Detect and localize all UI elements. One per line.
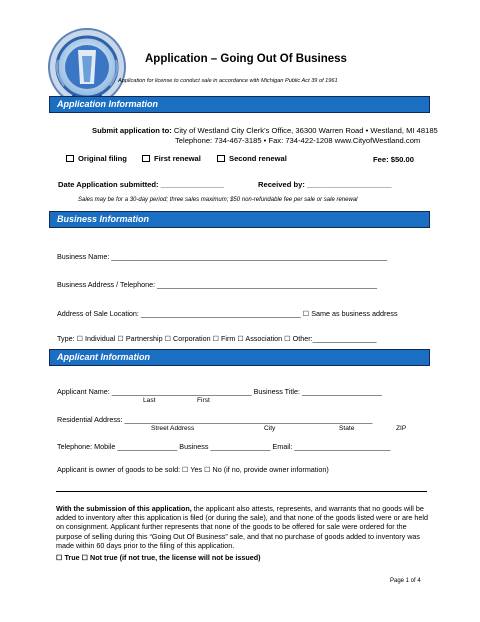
telephone-field[interactable]: Telephone: Mobile _______________ Business _______________ Email: ________________________: [57, 442, 391, 451]
applicant-name-field[interactable]: Applicant Name: ___________________________________ Business Title: ____________________: [57, 387, 382, 396]
section-header-business: [49, 211, 430, 228]
submit-contact: Telephone: 734-467-3185 • Fax: 734-422-1208 www.CityofWestland.com: [175, 136, 421, 145]
section-title: Application Information: [57, 99, 158, 109]
filing-second-renewal[interactable]: Second renewal: [217, 154, 287, 163]
city-caption: City: [264, 425, 276, 432]
checkbox[interactable]: [66, 155, 74, 162]
submit-label: Submit application to:: [92, 126, 172, 135]
sale-location-field[interactable]: Address of Sale Location: ________________________________________ ☐ Same as business address: [57, 309, 398, 318]
filing-original[interactable]: Original filing: [66, 154, 127, 163]
attestation-paragraph: [56, 504, 428, 550]
section-title: Business Information: [57, 214, 150, 224]
residential-address-field[interactable]: Residential Address: ______________________________________________________________: [57, 415, 373, 424]
state-caption: State: [339, 425, 355, 432]
attestation-body: the applicant also attests, represents, and warrants that no goods will be added to inventory after this application is filed (or during the sale), and that none of the goods listed were or are held on consignment. Applicant further represents that none of the goods to be offered for sale were ordered for the purpose of selling during this “Going Out Of Business” sale, and that no purchase of goods added to inventory was made within 60 days prior to the filing of this application.: [56, 504, 428, 550]
business-address-field[interactable]: Business Address / Telephone: _______________________________________________________: [57, 280, 378, 289]
owner-of-goods-field[interactable]: Applicant is owner of goods to be sold: ☐ Yes ☐ No (if no, provide owner information): [57, 465, 329, 474]
checkbox[interactable]: [217, 155, 225, 162]
received-by-field[interactable]: Received by: ____________________: [258, 180, 392, 189]
business-type-field[interactable]: Type: ☐ Individual ☐ Partnership ☐ Corporation ☐ Firm ☐ Association ☐ Other:________________: [57, 334, 377, 343]
submit-address-line: [92, 126, 438, 135]
sales-note: Sales may be for a 30-day period; three sales maximum; $50 non-refundable fee per sale or sale renewal: [78, 197, 358, 203]
business-name-field[interactable]: Business Name: _____________________________________________________________________: [57, 252, 388, 261]
section-header-application: [49, 96, 430, 113]
section-header-applicant: [49, 349, 430, 366]
divider-line: [56, 491, 427, 492]
submit-address: City of Westland City Clerk’s Office, 36300 Warren Road • Westland, MI 48185: [173, 126, 438, 135]
fee-label: Fee: $50.00: [373, 155, 414, 164]
section-title: Applicant Information: [57, 352, 150, 362]
zip-caption: ZIP: [396, 425, 407, 432]
attestation-choices[interactable]: ☐ True ☐ Not true (if not true, the license will not be issued): [56, 553, 261, 562]
page-subtitle: Application for license to conduct sale in accordance with Michigan Public Act 39 of 1961: [118, 78, 338, 84]
filing-first-renewal[interactable]: First renewal: [142, 154, 201, 163]
attestation-lead: With the submission of this application,: [56, 504, 192, 513]
name-last-caption: Last: [143, 397, 156, 404]
street-caption: Street Address: [151, 425, 195, 432]
checkbox[interactable]: [142, 155, 150, 162]
page-number: Page 1 of 4: [390, 578, 421, 584]
page-title: Application – Going Out Of Business: [145, 53, 347, 65]
name-first-caption: First: [197, 397, 210, 404]
date-submitted-field[interactable]: Date Application submitted: _______________: [58, 180, 225, 189]
